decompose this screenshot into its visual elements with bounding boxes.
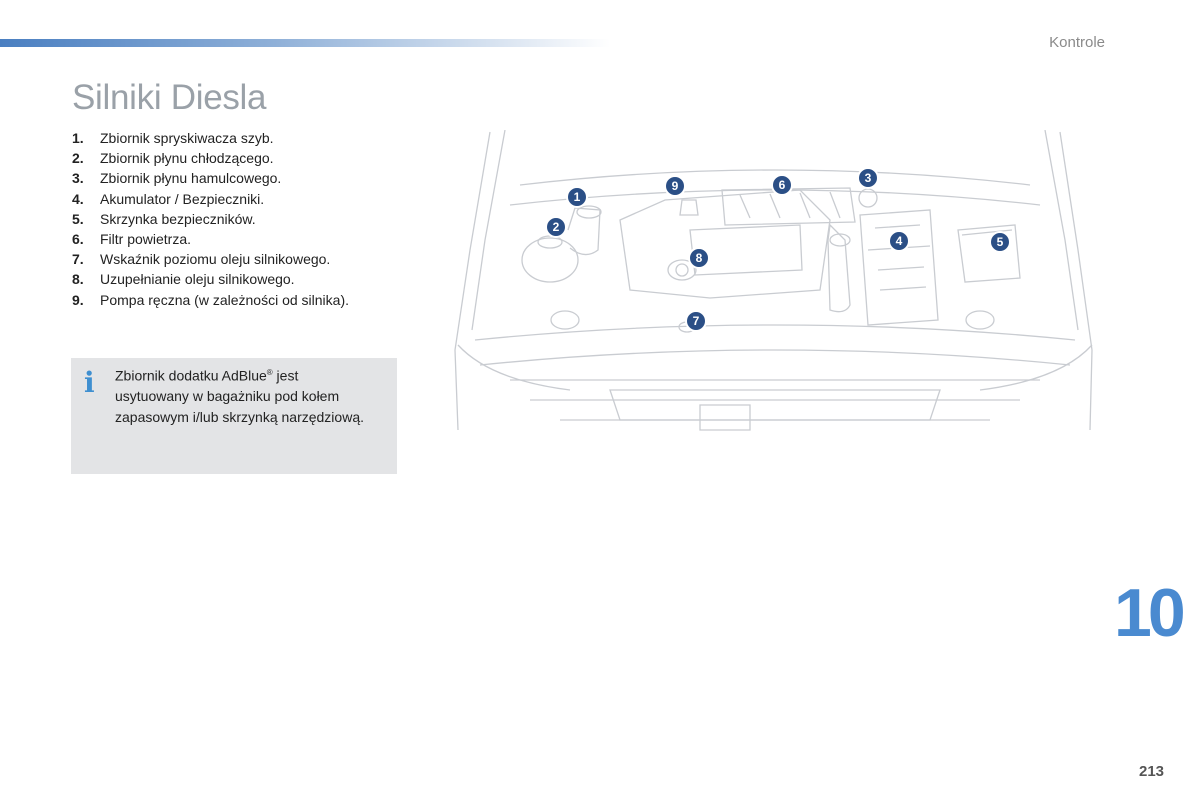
svg-text:5: 5 — [996, 235, 1004, 249]
legend-number: 7. — [72, 251, 84, 268]
legend-number: 1. — [72, 130, 84, 146]
callout-9 — [665, 176, 685, 196]
callout-5 — [990, 232, 1010, 252]
legend-number: 4. — [72, 190, 84, 207]
callout-7 — [686, 311, 706, 331]
legend-item — [72, 209, 349, 229]
component-legend — [72, 128, 349, 310]
info-text-end: jest usytuowany w bagażniku pod kołem zapasowym i/lub skrzynką narzędziową. — [115, 367, 364, 425]
page-title: Silniki Diesla — [72, 78, 267, 117]
info-note — [71, 358, 397, 474]
legend-item — [72, 249, 349, 269]
info-icon: i — [84, 366, 95, 399]
info-text-start: Zbiornik dodatku AdBlue — [115, 367, 267, 384]
legend-number: 6. — [72, 230, 84, 247]
callout-4 — [889, 231, 909, 251]
header-accent-bar — [0, 39, 610, 47]
page-number: 213 — [1139, 763, 1165, 780]
legend-text: Filtr powietrza. — [100, 230, 192, 247]
legend-text: Skrzynka bezpieczników. — [100, 210, 256, 227]
callout-1 — [567, 187, 587, 207]
section-label: Kontrole — [1049, 34, 1105, 51]
legend-item — [72, 148, 349, 168]
legend-item — [72, 168, 349, 188]
legend-item — [72, 290, 349, 310]
legend-text: Wskaźnik poziomu oleju silnikowego. — [100, 251, 331, 268]
legend-text: Zbiornik płynu chłodzącego. — [100, 150, 274, 167]
legend-item — [72, 269, 349, 289]
legend-number: 8. — [72, 271, 84, 288]
legend-number: 3. — [72, 170, 84, 187]
info-note-text — [115, 363, 375, 427]
legend-number: 5. — [72, 210, 84, 227]
registered-mark: ® — [266, 368, 273, 377]
chapter-number: 10 — [1114, 575, 1182, 651]
svg-text:3: 3 — [864, 171, 872, 185]
legend-number: 2. — [72, 150, 84, 167]
svg-text:6: 6 — [778, 178, 786, 192]
legend-item — [72, 189, 349, 209]
legend-text: Zbiornik płynu hamulcowego. — [100, 170, 282, 187]
legend-text: Akumulator / Bezpieczniki. — [100, 190, 265, 207]
svg-text:9: 9 — [671, 179, 679, 193]
svg-text:4: 4 — [895, 234, 903, 248]
svg-text:2: 2 — [552, 220, 560, 234]
engine-bay-diagram — [450, 130, 1100, 435]
svg-text:8: 8 — [695, 251, 703, 265]
legend-number: 9. — [72, 291, 84, 308]
legend-item — [72, 128, 349, 148]
svg-text:7: 7 — [692, 314, 700, 328]
callout-2 — [546, 217, 566, 237]
legend-text: Uzupełnianie oleju silnikowego. — [100, 271, 295, 288]
legend-item — [72, 229, 349, 249]
callout-3 — [858, 168, 878, 188]
svg-text:1: 1 — [573, 190, 581, 204]
callout-8 — [689, 248, 709, 268]
callout-6 — [772, 175, 792, 195]
legend-text: Pompa ręczna (w zależności od silnika). — [100, 291, 349, 308]
legend-text: Zbiornik spryskiwacza szyb. — [100, 130, 274, 146]
